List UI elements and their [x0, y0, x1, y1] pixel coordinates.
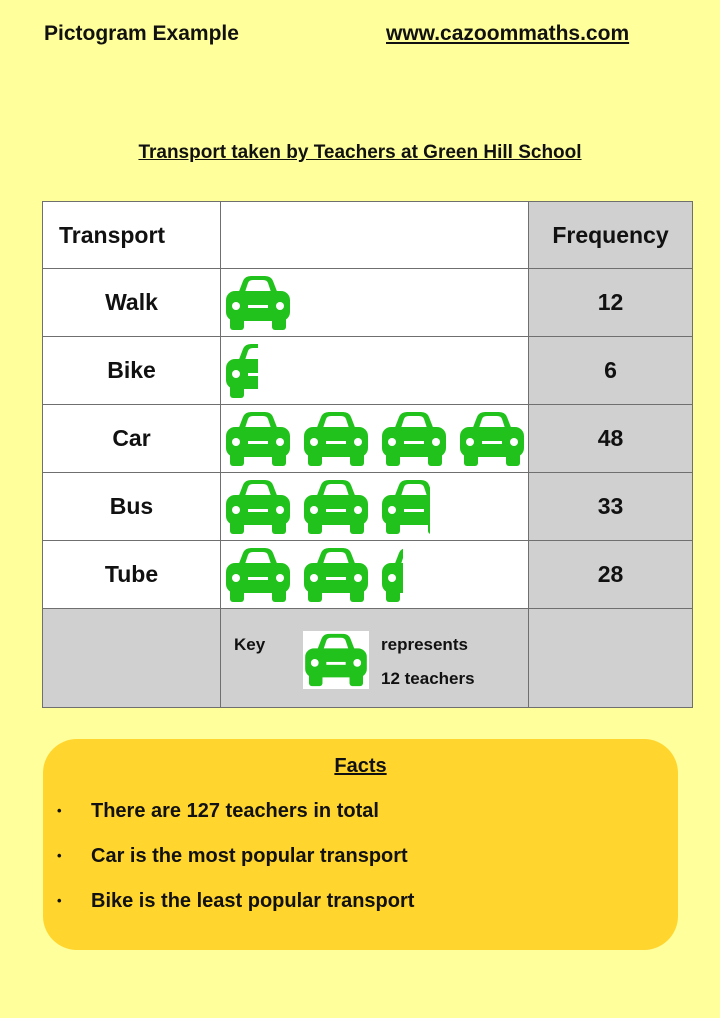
fact-item: • Bike is the least popular transport: [91, 890, 414, 913]
key-label: Key: [234, 635, 266, 654]
key-empty-cell: [43, 609, 221, 708]
car-icon: [304, 478, 368, 536]
key-represents-text: represents: [381, 635, 468, 654]
frequency-value: 12: [529, 269, 693, 337]
transport-label: Car: [43, 405, 221, 473]
pictogram-cell: [221, 541, 529, 609]
car-icon: [226, 342, 258, 400]
car-icon: [304, 410, 368, 468]
transport-label: Tube: [43, 541, 221, 609]
chart-title: Transport taken by Teachers at Green Hill School: [138, 142, 582, 163]
table-row: [43, 337, 693, 405]
car-icon: [226, 546, 290, 604]
table-row: [43, 405, 693, 473]
column-header-pictogram: [221, 202, 529, 269]
transport-label: Walk: [43, 269, 221, 337]
car-icon: [226, 478, 290, 536]
key-empty-cell: [529, 609, 693, 708]
car-icon: [226, 410, 290, 468]
column-header-frequency: Frequency: [529, 202, 693, 269]
car-icon: [382, 410, 446, 468]
pictogram-cell: [221, 337, 529, 405]
pictogram-cell: [221, 269, 529, 337]
facts-box: [43, 739, 678, 950]
fact-item: • Car is the most popular transport: [91, 845, 408, 868]
frequency-value: 48: [529, 405, 693, 473]
car-icon: [382, 546, 403, 604]
table-row: [43, 541, 693, 609]
pictogram-cell: [221, 473, 529, 541]
table-row: [43, 269, 693, 337]
page-heading: Pictogram Example: [44, 22, 239, 45]
key-value-text: 12 teachers: [381, 669, 475, 688]
car-icon: [304, 546, 368, 604]
key-car-icon: [303, 631, 369, 689]
pictogram-table: [42, 201, 693, 708]
car-icon: [226, 274, 290, 332]
car-icon: [460, 410, 524, 468]
fact-item: • There are 127 teachers in total: [91, 800, 379, 823]
table-row: [43, 473, 693, 541]
column-header-transport: Transport: [43, 202, 221, 269]
transport-label: Bike: [43, 337, 221, 405]
frequency-value: 33: [529, 473, 693, 541]
facts-title: Facts: [334, 755, 387, 777]
frequency-value: 6: [529, 337, 693, 405]
key-cell: [221, 609, 529, 708]
website-link[interactable]: www.cazoommaths.com: [386, 22, 630, 45]
pictogram-cell: [221, 405, 529, 473]
header-row: [43, 202, 693, 269]
key-row: [43, 609, 693, 708]
transport-label: Bus: [43, 473, 221, 541]
car-icon: [382, 478, 430, 536]
frequency-value: 28: [529, 541, 693, 609]
